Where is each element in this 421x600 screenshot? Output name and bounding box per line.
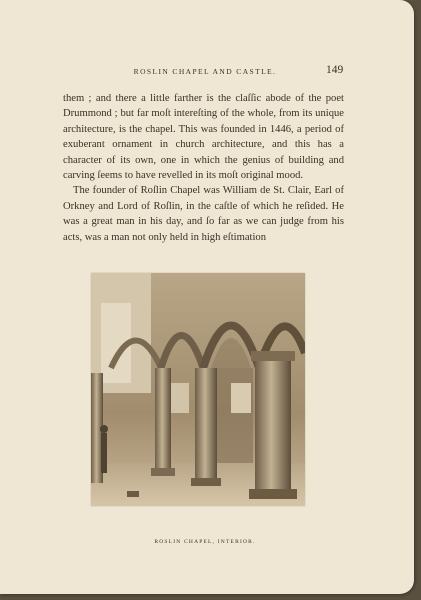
page-number: 149 [326, 64, 344, 76]
running-head: ROSLIN CHAPEL AND CASTLE. [133, 67, 277, 76]
chapel-interior-photo [91, 273, 305, 506]
photograph-plate [91, 273, 305, 506]
photo-caption: ROSLIN CHAPEL, INTERIOR. [154, 539, 256, 545]
body-text [63, 91, 344, 245]
paragraph-1: them ; and there a little farther is the claſſic abode of the poet Drummond ; but far moſt intereſting of the whole, from its unique architecture, is the chapel. This was founded in 1446, a period of exuberant ornament in church architecture, and this has a character of its own, one in which the genius of building and carving ſeems to have revelled in its moſt original mood. [63, 93, 344, 182]
paragraph-2: The founder of Roſlin Chapel was William de St. Clair, Earl of Orkney and Lord of Roſlin, in the caſtle of which he reſided. He was a great man in his day, and ſo far as we can judge from his acts, was a man not only held in high eſtimation [63, 185, 344, 243]
